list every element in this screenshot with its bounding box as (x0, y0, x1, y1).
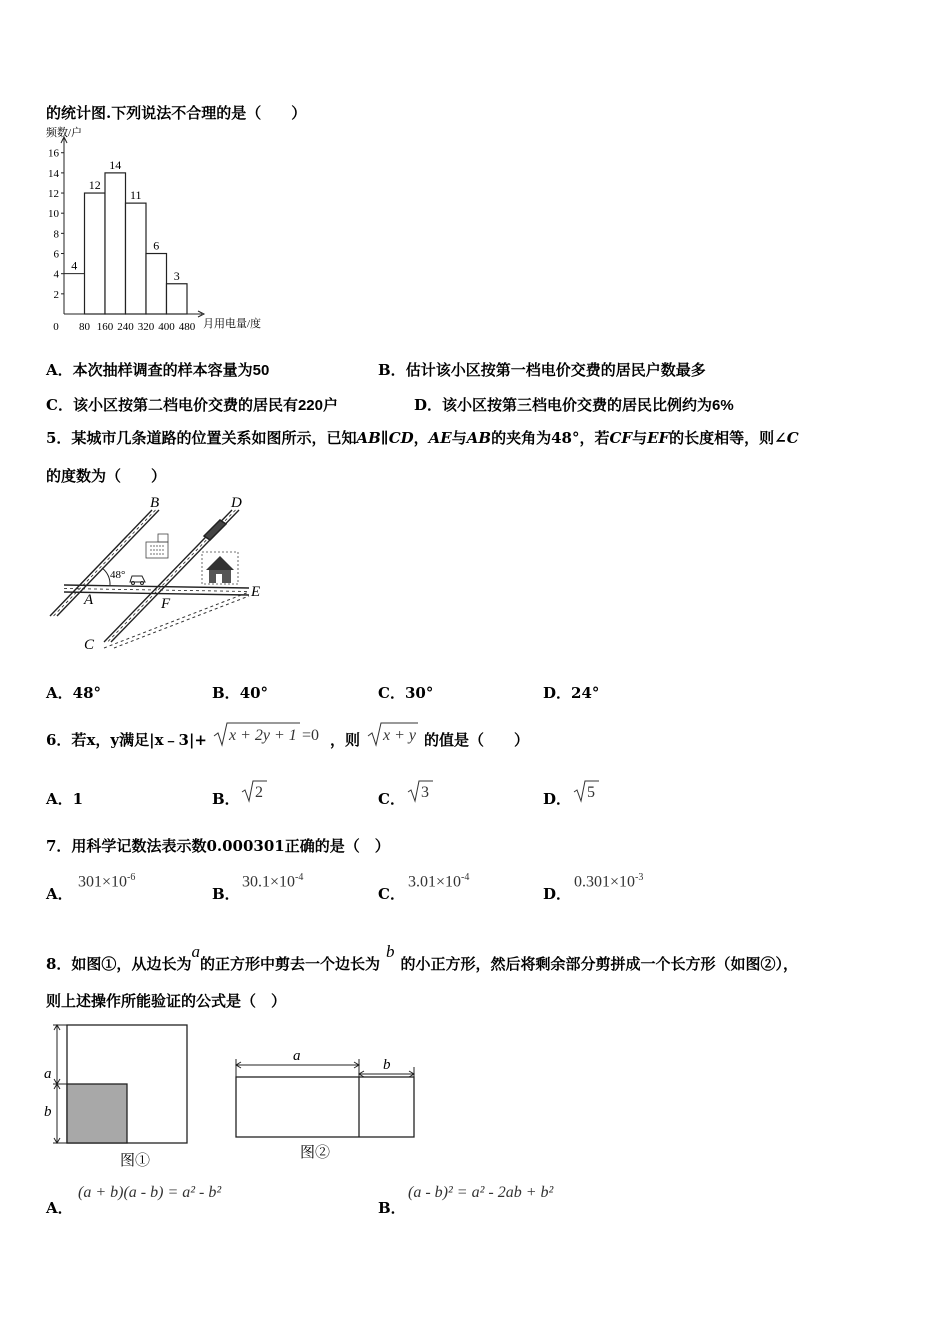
q7-stem: 7．用科学记数法表示数0.000301正确的是（ ） (46, 837, 390, 855)
q8-option-a-letter: A． (46, 1199, 73, 1217)
bar-value-label: 11 (129, 188, 142, 203)
building-icon (146, 534, 168, 558)
q7-option-c-letter: C． (378, 885, 405, 903)
q8-figure-2 (228, 1045, 428, 1165)
q7-option-a-letter: A． (46, 885, 73, 903)
angle-arc (102, 568, 110, 585)
q5-stem-line1: 5．某城市几条道路的位置关系如图所示，已知AB∥CD，AE与AB的夹角为48°，若CF与EF的长度相等，则∠C (46, 429, 799, 447)
q8-figure-1 (40, 1020, 200, 1170)
chart-xlabel: 月用电量/度 (203, 318, 262, 330)
label-angle: 48° (110, 569, 126, 581)
label-b: B (150, 495, 160, 511)
y-tick-label: 8 (53, 228, 59, 241)
q5-option-c: C．30° (378, 684, 434, 702)
q6-option-c-sqrt (406, 778, 436, 804)
q7-option-d-letter: D． (543, 885, 572, 903)
long-rectangle (236, 1077, 414, 1137)
q4-histogram (40, 126, 300, 336)
x-tick-label: 0 (53, 321, 59, 333)
x-tick-label: 480 (178, 321, 196, 333)
x-tick-label: 240 (117, 321, 134, 333)
svg-text:5: 5 (587, 784, 595, 801)
fig2-caption: 图② (300, 1145, 331, 1161)
y-tick-label: 12 (48, 188, 59, 201)
label-d: D (231, 495, 242, 511)
q7-option-c-value: $3.01\times 10^{-4}$ (408, 872, 470, 891)
q4-stem: 的统计图.下列说法不合理的是（ ） (46, 104, 307, 122)
q6-stem-prefix: 6．若x，y满足|x﹣3|+ (46, 731, 207, 749)
q8-stem-line1: 8．如图①，从边长为$^a$的正方形中剪去一个边长为$^b$的小正方形，然后将剩余部分剪拼成一个长方形（如图②）， (46, 942, 798, 973)
bar-value-label: 6 (153, 238, 160, 253)
y-tick-label: 4 (53, 268, 59, 281)
q5-stem-line2: 的度数为（ ） (46, 467, 167, 485)
label-c: C (84, 637, 95, 653)
bar-value-label: 3 (173, 268, 180, 283)
y-tick-label: 10 (48, 208, 59, 221)
x-tick-label: 320 (137, 321, 155, 333)
q5-road-figure (44, 492, 274, 657)
fig2-label-a: a (293, 1048, 301, 1064)
q6-radicand-1: x + 2y + 1 (229, 727, 297, 744)
q6-option-d-sqrt (572, 778, 602, 804)
segment-ce-2 (114, 596, 249, 648)
x-tick-label: 80 (79, 321, 90, 333)
q6-then: ，则 (330, 731, 361, 749)
q6-option-d-letter: D． (543, 790, 572, 808)
bar-value-label: 4 (71, 258, 78, 273)
histogram-bar (146, 254, 167, 314)
histogram-bar (126, 203, 147, 314)
bar-value-label: 12 (88, 178, 101, 193)
q6-option-c-letter: C． (378, 790, 405, 808)
q5-option-d: D．24° (543, 684, 600, 702)
q8-stem-line2: 则上述操作所能验证的公式是（ ） (46, 992, 287, 1010)
bar-value-label: 14 (109, 157, 122, 172)
q6-sqrt-2 (366, 720, 422, 748)
histogram-bar (167, 284, 188, 314)
q6-suffix: 的值是（ ） (424, 731, 530, 749)
q6-option-a: A．1 (46, 790, 84, 808)
fig1-label-a: a (44, 1066, 52, 1082)
car-icon (130, 576, 145, 585)
house-icon (202, 552, 238, 584)
q8-option-b-letter: B． (378, 1199, 406, 1217)
label-f: F (161, 596, 171, 612)
fig1-caption: 图① (120, 1153, 151, 1169)
q5-option-b: B．40° (212, 684, 269, 702)
histogram-bar (105, 173, 126, 314)
y-tick-label: 14 (48, 167, 59, 180)
histogram-bar (85, 193, 106, 314)
small-square (67, 1084, 127, 1143)
q7-option-a-value: $301\times 10^{-6}$ (78, 872, 136, 891)
q4-option-c: C．该小区按第二档电价交费的居民有220户 (46, 396, 339, 414)
q6-sqrt-1 (212, 720, 332, 748)
y-tick-label: 16 (48, 147, 59, 160)
q4-option-b: B．估计该小区按第一档电价交费的居民户数最多 (378, 361, 706, 379)
road-ab (50, 510, 159, 616)
streetlight-icon (204, 520, 226, 540)
q6-radicand-2: x + y (383, 727, 416, 744)
chart-bars (71, 158, 187, 314)
x-tick-label: 400 (158, 321, 175, 333)
y-tick-label: 2 (53, 288, 59, 301)
q4-option-d: D．该小区按第三档电价交费的居民比例约为6% (414, 396, 734, 414)
y-tick-label: 6 (53, 248, 59, 261)
x-tick-label: 160 (96, 321, 114, 333)
chart-ylabel: 频数/户 (46, 127, 83, 139)
q6-eq0: =0 (302, 727, 320, 744)
q6-option-b-letter: B． (212, 790, 240, 808)
svg-text:3: 3 (421, 784, 429, 801)
q8-option-a-formula: (a + b)(a - b) = a² - b² (78, 1184, 222, 1201)
label-a: A (84, 592, 94, 608)
q4-option-a: A．本次抽样调查的样本容量为50 (46, 361, 270, 379)
q5-option-a: A．48° (46, 684, 102, 702)
fig1-label-b: b (44, 1104, 52, 1120)
fig2-label-b: b (383, 1057, 391, 1073)
q6-option-b-sqrt (240, 778, 270, 804)
label-e: E (251, 584, 261, 600)
q7-option-b-letter: B． (212, 885, 240, 903)
q7-option-d-value: $0.301\times 10^{-3}$ (574, 872, 644, 891)
q7-option-b-value: $30.1\times 10^{-4}$ (242, 872, 304, 891)
svg-text:2: 2 (255, 784, 263, 801)
q8-option-b-formula: (a - b)² = a² - 2ab + b² (408, 1184, 554, 1201)
